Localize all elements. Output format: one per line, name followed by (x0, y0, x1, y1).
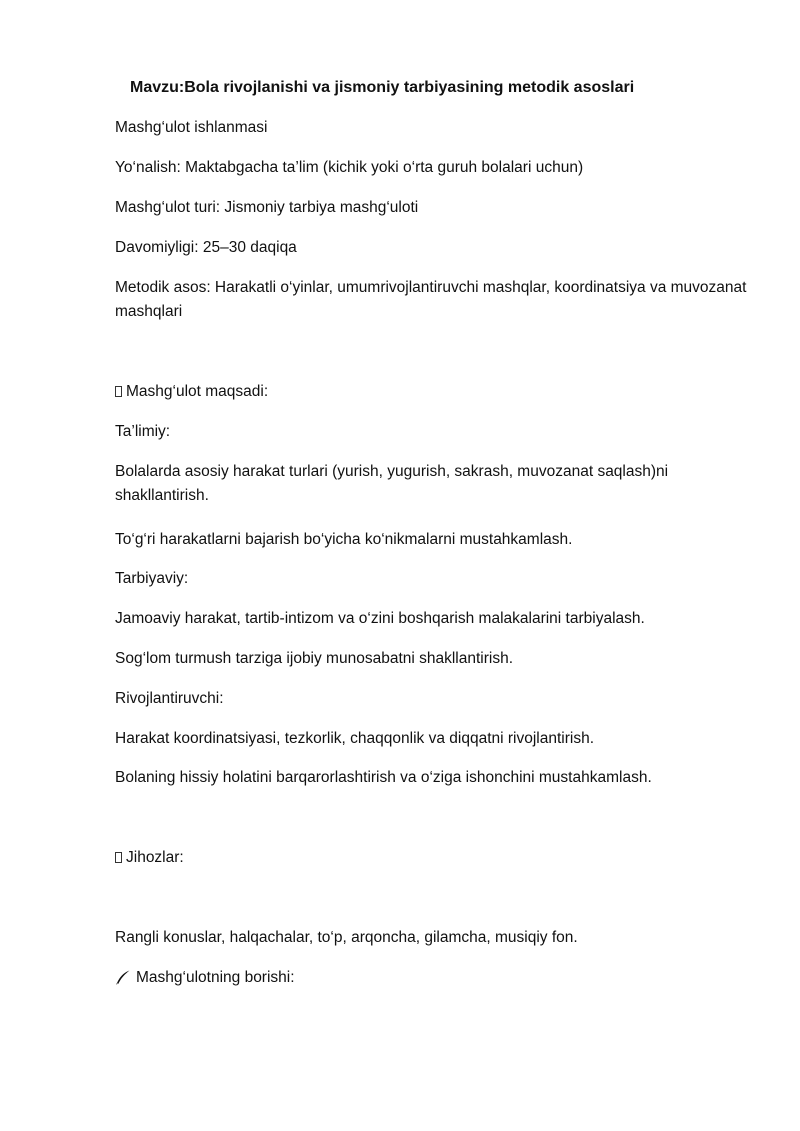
developmental-item-1: Harakat koordinatsiyasi, tezkorlik, chaqqonlik va diqqatni rivojlantirish. (115, 730, 595, 747)
educational-item-2: To‘g‘ri harakatlarni bajarish bo‘yicha ko‘nikmalarni mustahkamlash. (115, 531, 573, 548)
developmental-item-2: Bolaning hissiy holatini barqarorlashtirish va o‘ziga ishonchini mustahkamlash. (115, 769, 652, 786)
equipment-heading (115, 846, 755, 870)
educational-item-1: Bolalarda asosiy harakat turlari (yurish, yugurish, sakrash, muvozanat saqlash)ni shakllantirish. (115, 463, 669, 504)
lesson-type-line: Mashg‘ulot ishlanmasi (115, 119, 268, 136)
developmental-label: Rivojlantiruvchi: (115, 690, 224, 707)
methodical-basis-line: Metodik asos: Harakatli o‘yinlar, umumrivojlantiruvchi mashqlar, koordinatsiya va muvozanat mashqlari (115, 279, 747, 320)
pen-nib-icon (115, 969, 131, 985)
duration-line: Davomiyligi: 25–30 daqiqa (115, 239, 297, 256)
upbringing-item-1: Jamoaviy harakat, tartib-intizom va o‘zini boshqarish malakalarini tarbiyalash. (115, 610, 645, 627)
progress-heading-text: Mashg‘ulotning borishi: (136, 969, 295, 986)
goal-heading (115, 380, 755, 404)
goal-heading-text: Mashg‘ulot maqsadi: (126, 383, 269, 400)
missing-glyph-icon (115, 386, 122, 397)
document-title: Mavzu:Bola rivojlanishi va jismoniy tarbiyasining metodik asoslari (130, 79, 635, 96)
lesson-kind-line: Mashg‘ulot turi: Jismoniy tarbiya mashg‘uloti (115, 199, 419, 216)
upbringing-item-2: Sog‘lom turmush tarziga ijobiy munosabatni shakllantirish. (115, 650, 514, 667)
missing-glyph-icon (115, 852, 122, 863)
equipment-heading-text: Jihozlar: (126, 849, 184, 866)
equipment-text: Rangli konuslar, halqachalar, to‘p, arqoncha, gilamcha, musiqiy fon. (115, 929, 578, 946)
direction-line: Yo‘nalish: Maktabgacha ta’lim (kichik yoki o‘rta guruh bolalari uchun) (115, 159, 584, 176)
upbringing-label: Tarbiyaviy: (115, 570, 189, 587)
educational-label: Ta’limiy: (115, 423, 171, 440)
progress-heading (115, 966, 755, 990)
